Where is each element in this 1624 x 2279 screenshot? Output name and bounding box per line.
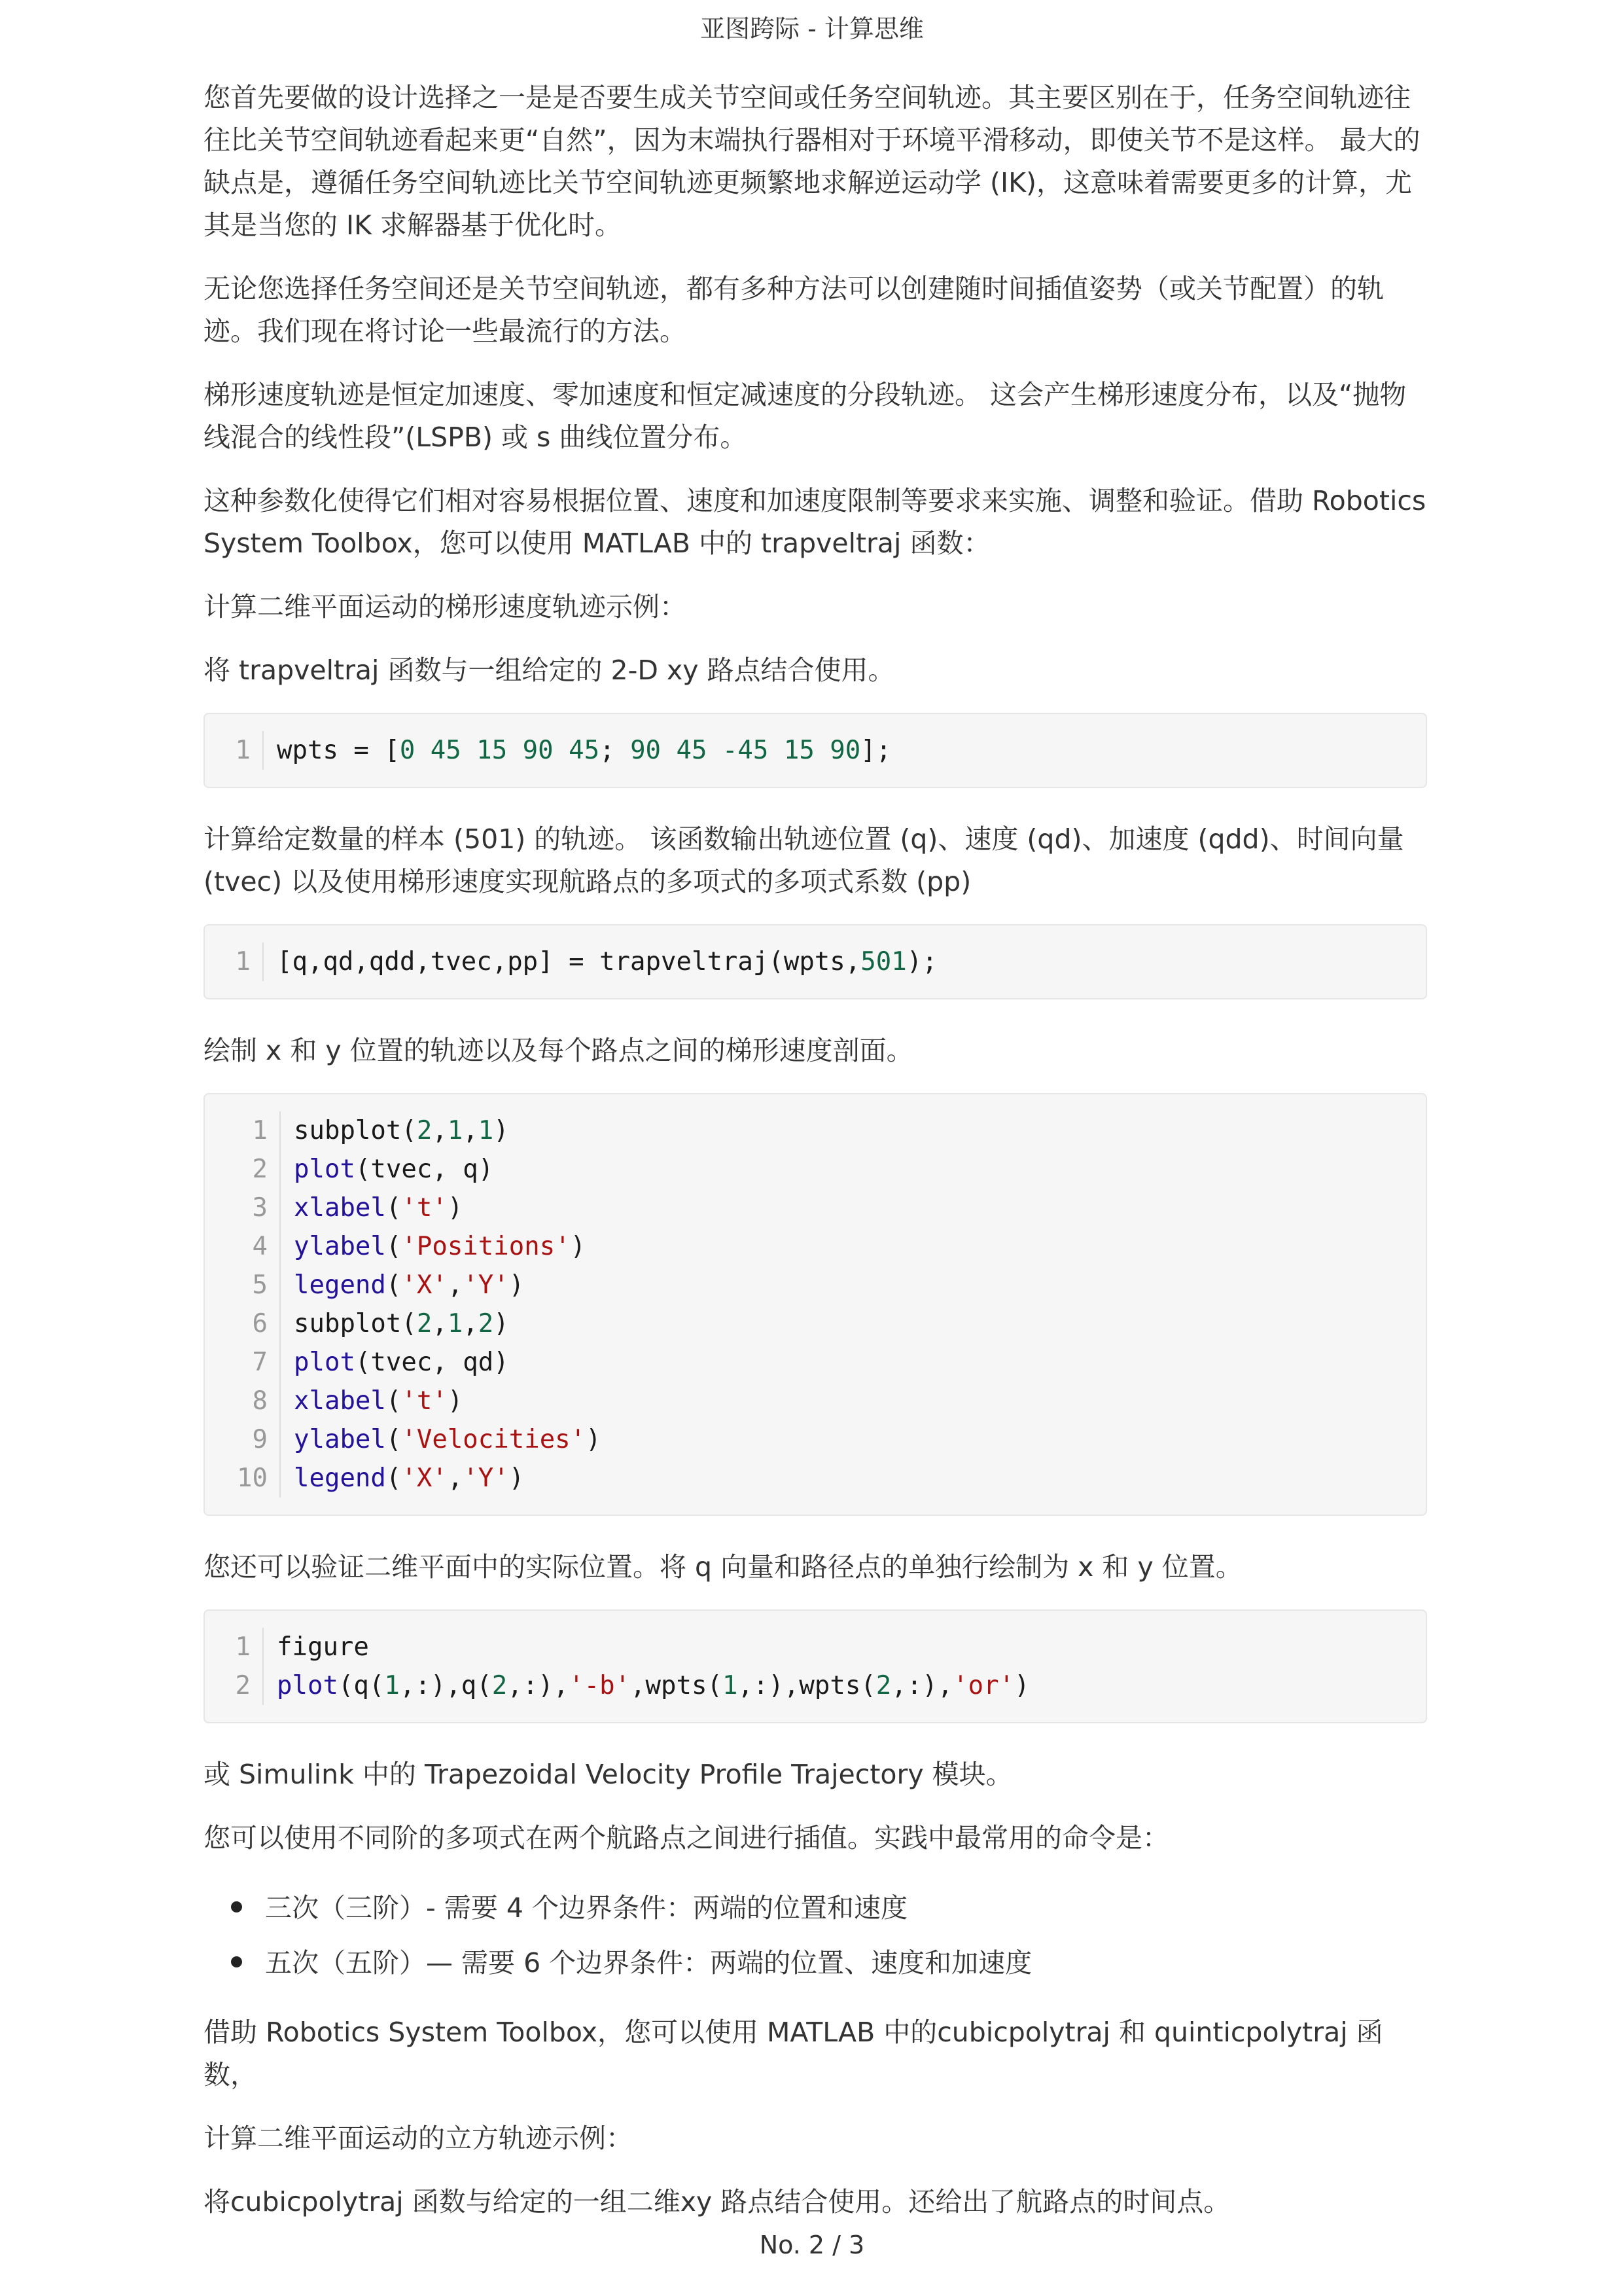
line-number: 4: [205, 1227, 281, 1266]
code-token: ,:),q(: [399, 1671, 492, 1700]
code-token: 'Y': [463, 1463, 509, 1493]
code-token: 2: [875, 1671, 892, 1700]
code-token: ): [570, 1232, 586, 1261]
document-body: [203, 77, 1427, 2244]
code-text: [294, 1459, 524, 1498]
bullet-dot-icon: [231, 1901, 242, 1912]
code-text: [294, 1111, 509, 1150]
code-token: (tvec, q): [355, 1155, 494, 1184]
code-token: ,:),: [891, 1671, 953, 1700]
code-text: [294, 1382, 463, 1420]
code-text: [277, 942, 938, 981]
paragraph: 或 Simulink 中的 Trapezoidal Velocity Profile Trajectory 模块。: [203, 1759, 1013, 1790]
code-token: subplot(: [294, 1309, 417, 1338]
code-token: ): [1014, 1671, 1030, 1700]
code-token: ): [447, 1193, 463, 1223]
paragraph: 无论您选择任务空间还是关节空间轨迹，都有多种方法可以创建随时间插值姿势（或关节配置）的轨迹。我们现在将讨论一些最流行的方法。: [203, 273, 1384, 347]
code-token: 90 45 -45 15 90: [630, 736, 861, 765]
code-token: wpts = [: [277, 736, 400, 765]
code-token: xlabel: [294, 1386, 386, 1416]
list-item-text: 五次（五阶）— 需要 6 个边界条件：两端的位置、速度和加速度: [265, 1947, 1033, 1979]
code-token: xlabel: [294, 1193, 386, 1223]
code-line: [205, 1227, 1426, 1266]
page-number: No. 2 / 3: [759, 2231, 865, 2259]
list-item: [265, 1880, 1427, 1935]
code-token: plot: [294, 1348, 355, 1377]
paragraph: 您首先要做的设计选择之一是是否要生成关节空间或任务空间轨迹。其主要区别在于，任务空间轨迹往往比关节空间轨迹看起来更“自然”，因为末端执行器相对于环境平滑移动，即使关节不是这样。 最大的缺点是，遵循任务空间轨迹比关节空间轨迹更频繁地求解逆运动学 (IK)，这意味着需要更多的计算，尤其是当您的 IK 求解器基于优化时。: [203, 82, 1421, 241]
line-number: 1: [205, 1628, 264, 1666]
code-token: ): [508, 1270, 525, 1300]
code-token: ,: [447, 1270, 463, 1300]
code-token: legend: [294, 1270, 386, 1300]
code-text: [294, 1266, 524, 1304]
code-text: [294, 1150, 493, 1189]
code-block-plot: [203, 1093, 1427, 1516]
page-header: 亚图跨际 - 计算思维: [700, 14, 924, 43]
code-text: [294, 1304, 509, 1343]
code-token: 2: [416, 1309, 432, 1338]
line-number: 1: [205, 1111, 281, 1150]
line-number: 8: [205, 1382, 281, 1420]
code-token: ,:),wpts(: [737, 1671, 876, 1700]
paragraph: 计算二维平面运动的立方轨迹示例：: [203, 2123, 633, 2154]
code-token: (: [385, 1232, 402, 1261]
code-line: [205, 1304, 1426, 1343]
code-text: [294, 1227, 586, 1266]
line-number: 9: [205, 1420, 281, 1459]
line-number: 5: [205, 1266, 281, 1304]
code-token: figure: [277, 1632, 369, 1662]
code-token: ,: [432, 1309, 448, 1338]
line-number: 6: [205, 1304, 281, 1343]
code-token: 2: [416, 1116, 432, 1145]
line-number: 3: [205, 1189, 281, 1227]
code-token: plot: [294, 1155, 355, 1184]
code-line: [205, 731, 1426, 770]
code-token: (: [385, 1386, 402, 1416]
code-token: ylabel: [294, 1232, 386, 1261]
code-line: [205, 1150, 1426, 1189]
code-line: [205, 1628, 1426, 1666]
code-token: ): [586, 1425, 601, 1454]
code-token: ): [493, 1309, 509, 1338]
code-token: 't': [401, 1386, 448, 1416]
code-token: subplot(: [294, 1116, 417, 1145]
code-token: ,: [463, 1309, 478, 1338]
code-line: [205, 1266, 1426, 1304]
paragraph: 您可以使用不同阶的多项式在两个航路点之间进行插值。实践中最常用的命令是：: [203, 1822, 1169, 1854]
code-block-figure: [203, 1609, 1427, 1723]
code-text: [277, 1666, 1030, 1705]
code-token: ];: [860, 736, 892, 765]
code-token: legend: [294, 1463, 386, 1493]
code-token: ,: [432, 1116, 448, 1145]
code-token: (: [385, 1193, 402, 1223]
paragraph: 将 trapveltraj 函数与一组给定的 2-D xy 路点结合使用。: [203, 655, 895, 686]
code-token: 1: [447, 1309, 463, 1338]
code-token: ): [508, 1463, 525, 1493]
paragraph: 借助 Robotics System Toolbox，您可以使用 MATLAB 中的cubicpolytraj 和 quinticpolytraj 函数，: [203, 2017, 1383, 2091]
line-number: 10: [205, 1459, 281, 1498]
code-token: (: [385, 1270, 402, 1300]
code-text: [277, 1628, 369, 1666]
code-token: 0 45 15 90 45: [399, 736, 600, 765]
bullet-dot-icon: [231, 1956, 242, 1967]
code-token: 'or': [953, 1671, 1015, 1700]
code-token: ylabel: [294, 1425, 386, 1454]
code-token: ,: [447, 1463, 463, 1493]
code-token: 'X': [401, 1463, 448, 1493]
code-block-trapveltraj: [203, 924, 1427, 999]
line-number: 2: [205, 1150, 281, 1189]
code-text: [294, 1189, 463, 1227]
code-token: (: [385, 1463, 402, 1493]
line-number: 2: [205, 1666, 264, 1705]
code-line: [205, 1459, 1426, 1498]
code-text: [277, 731, 891, 770]
code-token: 'Velocities': [401, 1425, 586, 1454]
list-item-text: 三次（三阶）- 需要 4 个边界条件：两端的位置和速度: [265, 1892, 908, 1924]
code-token: ,:),: [507, 1671, 569, 1700]
code-token: 1: [384, 1671, 400, 1700]
line-number: 7: [205, 1343, 281, 1382]
code-token: 't': [401, 1193, 448, 1223]
code-token: (q(: [338, 1671, 385, 1700]
line-number: 1: [205, 731, 264, 770]
code-text: [294, 1343, 509, 1382]
code-token: 2: [491, 1671, 508, 1700]
list-item: [265, 1935, 1427, 1990]
paragraph: 绘制 x 和 y 位置的轨迹以及每个路点之间的梯形速度剖面。: [203, 1035, 913, 1066]
code-token: 1: [447, 1116, 463, 1145]
code-token: );: [906, 947, 938, 977]
bullet-list: [203, 1880, 1427, 1990]
paragraph: 计算二维平面运动的梯形速度轨迹示例：: [203, 591, 686, 622]
code-token: 'Y': [463, 1270, 509, 1300]
code-token: (: [385, 1425, 402, 1454]
code-block-waypoints: [203, 713, 1427, 788]
code-token: '-b': [569, 1671, 631, 1700]
code-token: plot: [277, 1671, 338, 1700]
paragraph: 您还可以验证二维平面中的实际位置。将 q 向量和路径点的单独行绘制为 x 和 y 位置。: [203, 1551, 1243, 1583]
paragraph: 这种参数化使得它们相对容易根据位置、速度和加速度限制等要求来实施、调整和验证。借助 Robotics System Toolbox，您可以使用 MATLAB 中的 trapveltraj 函数：: [203, 485, 1426, 559]
code-token: 501: [860, 947, 907, 977]
code-token: ): [493, 1116, 509, 1145]
code-token: 'Positions': [401, 1232, 571, 1261]
code-token: ): [447, 1386, 463, 1416]
paragraph: 梯形速度轨迹是恒定加速度、零加速度和恒定减速度的分段轨迹。 这会产生梯形速度分布，以及“抛物线混合的线性段”(LSPB) 或 s 曲线位置分布。: [203, 379, 1407, 453]
code-token: (tvec, qd): [355, 1348, 509, 1377]
code-token: 'X': [401, 1270, 448, 1300]
code-token: 2: [478, 1309, 494, 1338]
code-token: ,: [463, 1116, 478, 1145]
code-line: [205, 1382, 1426, 1420]
code-text: [294, 1420, 601, 1459]
code-line: [205, 1189, 1426, 1227]
code-line: [205, 1343, 1426, 1382]
code-token: ;: [599, 736, 631, 765]
code-token: 1: [478, 1116, 494, 1145]
code-token: ,wpts(: [630, 1671, 722, 1700]
code-token: [q,qd,qdd,tvec,pp] = trapveltraj(wpts,: [277, 947, 861, 977]
code-line: [205, 1111, 1426, 1150]
paragraph: 计算给定数量的样本 (501) 的轨迹。 该函数输出轨迹位置 (q)、速度 (qd)、加速度 (qdd)、时间向量 (tvec) 以及使用梯形速度实现航路点的多项式的多项式系数 (pp): [203, 823, 1404, 897]
code-token: 1: [722, 1671, 738, 1700]
code-line: [205, 942, 1426, 981]
code-line: [205, 1666, 1426, 1705]
code-line: [205, 1420, 1426, 1459]
paragraph: 将cubicpolytraj 函数与给定的一组二维xy 路点结合使用。还给出了航路点的时间点。: [203, 2186, 1231, 2217]
line-number: 1: [205, 942, 264, 981]
